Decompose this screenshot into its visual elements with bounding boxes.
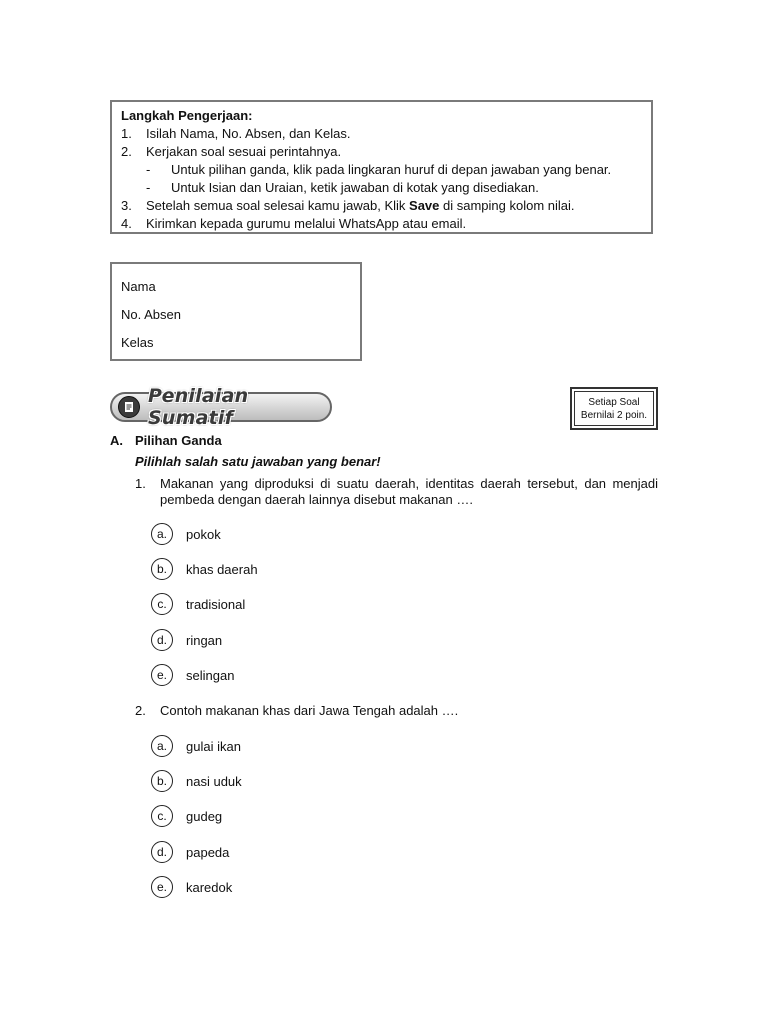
section-heading: A. Pilihan Ganda <box>110 433 222 448</box>
save-keyword: Save <box>409 198 440 213</box>
option-circle[interactable]: d. <box>151 841 173 863</box>
class-label: Kelas <box>121 335 154 350</box>
section-instruction: Pilihlah salah satu jawaban yang benar! <box>135 454 381 469</box>
section-banner <box>110 385 332 429</box>
score-note-line1: Setiap Soal <box>588 397 640 408</box>
question-1: 1. Makanan yang diproduksi di suatu daerah, identitas daerah tersebut, dan menjadi pembeda dengan daerah lainnya disebut makanan …. <box>135 476 658 507</box>
instruction-step: 2. Kerjakan soal sesuai perintahnya. <box>121 144 342 159</box>
option-circle[interactable]: c. <box>151 593 173 615</box>
option-1e[interactable]: e. selingan <box>151 663 234 687</box>
absen-label: No. Absen <box>121 307 181 322</box>
option-circle[interactable]: b. <box>151 558 173 580</box>
option-1a[interactable]: a. pokok <box>151 522 221 546</box>
instruction-step: 1. Isilah Nama, No. Absen, dan Kelas. <box>121 126 351 141</box>
score-note-box <box>570 387 658 430</box>
instructions-box <box>110 100 653 234</box>
option-circle[interactable]: a. <box>151 735 173 757</box>
option-2a[interactable]: a. gulai ikan <box>151 734 241 758</box>
option-circle[interactable]: e. <box>151 664 173 686</box>
option-circle[interactable]: d. <box>151 629 173 651</box>
section-a <box>110 432 658 471</box>
option-1c[interactable]: c. tradisional <box>151 592 245 616</box>
option-circle[interactable]: e. <box>151 876 173 898</box>
option-2c[interactable]: c. gudeg <box>151 804 222 828</box>
score-note-line2: Bernilai 2 poin. <box>580 410 648 421</box>
option-1b[interactable]: b. khas daerah <box>151 557 258 581</box>
option-circle[interactable]: c. <box>151 805 173 827</box>
option-2b[interactable]: b. nasi uduk <box>151 769 242 793</box>
instruction-substep: - Untuk pilihan ganda, klik pada lingkaran huruf di depan jawaban yang benar. <box>146 162 612 177</box>
question-2: 2. Contoh makanan khas dari Jawa Tengah adalah …. <box>135 703 459 718</box>
instruction-substep: - Untuk Isian dan Uraian, ketik jawaban di kotak yang disediakan. <box>146 180 539 195</box>
option-1d[interactable]: d. ringan <box>151 628 222 652</box>
option-2e[interactable]: e. karedok <box>151 875 232 899</box>
document-icon <box>118 396 140 418</box>
instruction-step: 4. Kirimkan kepada gurumu melalui WhatsApp atau email. <box>121 216 467 231</box>
name-label: Nama <box>121 279 156 294</box>
banner-title: Penilaian Sumatif <box>148 385 249 429</box>
instruction-step: 3. Setelah semua soal selesai kamu jawab, Klik Save di samping kolom nilai. <box>121 198 575 213</box>
option-circle[interactable]: a. <box>151 523 173 545</box>
instructions-title: Langkah Pengerjaan: <box>121 108 253 123</box>
identity-box[interactable] <box>110 262 362 361</box>
option-circle[interactable]: b. <box>151 770 173 792</box>
option-2d[interactable]: d. papeda <box>151 840 229 864</box>
